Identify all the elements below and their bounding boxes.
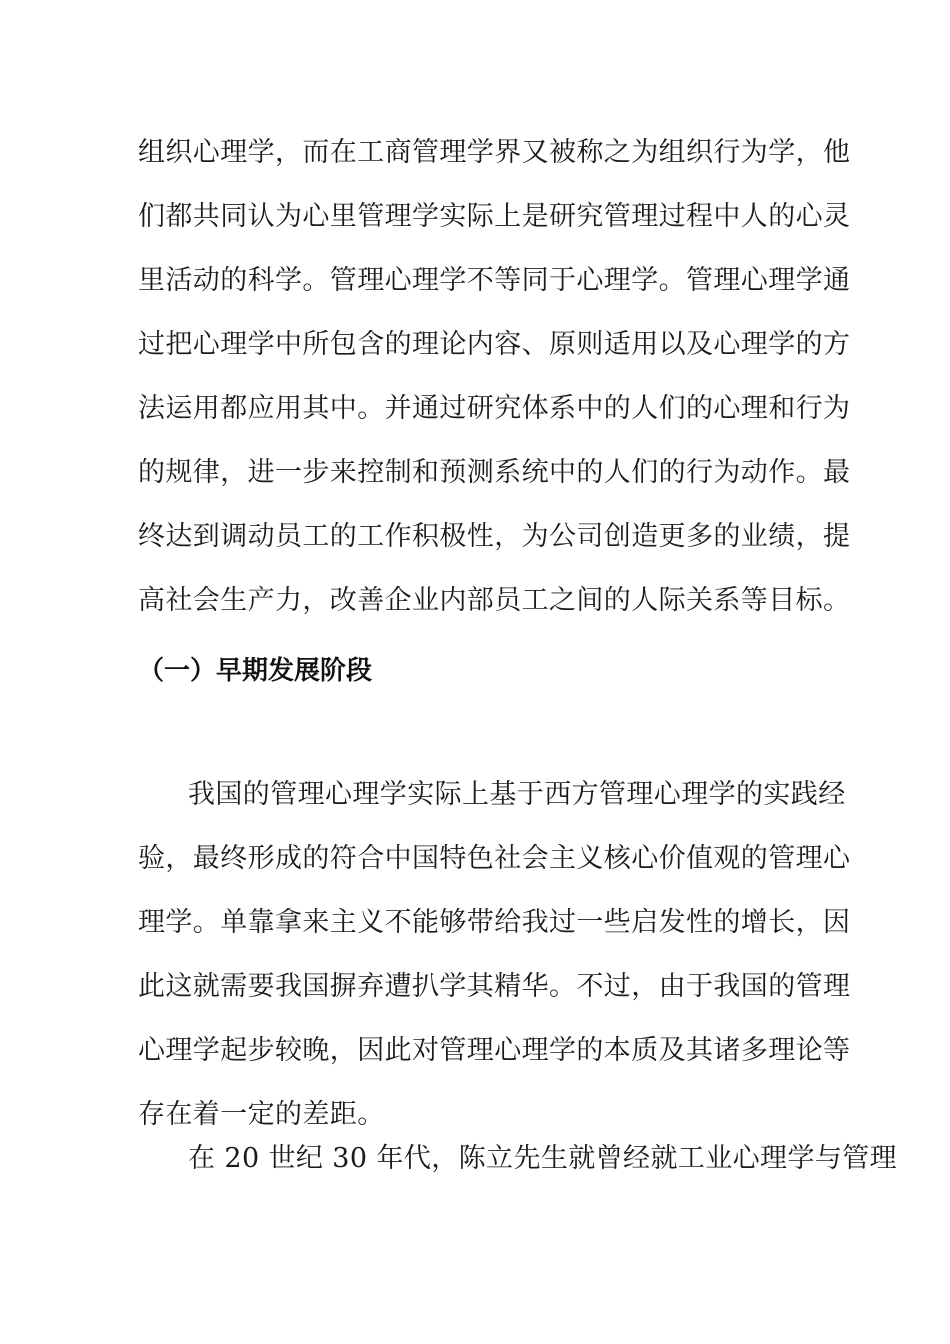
paragraph-1-line-5: 法运用都应用其中。并通过研究体系中的人们的心理和行为 xyxy=(138,393,851,424)
paragraph-1-line-8: 高社会生产力，改善企业内部员工之间的人际关系等目标。 xyxy=(138,585,851,616)
paragraph-2-line-3: 理学。单靠拿来主义不能够带给我过一些启发性的增长，因 xyxy=(138,907,851,938)
paragraph-2-line-2: 验，最终形成的符合中国特色社会主义核心价值观的管理心 xyxy=(138,843,851,874)
paragraph-1-line-7: 终达到调动员工的工作积极性，为公司创造更多的业绩，提 xyxy=(138,521,851,552)
paragraph-2-line-4: 此这就需要我国摒弃遭扒学其精华。不过，由于我国的管理 xyxy=(138,971,851,1002)
section-heading: （一）早期发展阶段 xyxy=(138,656,373,686)
paragraph-2-line-5: 心理学起步较晚，因此对管理心理学的本质及其诸多理论等 xyxy=(138,1035,851,1066)
paragraph-1-line-3: 里活动的科学。管理心理学不等同于心理学。管理心理学通 xyxy=(138,265,851,296)
paragraph-3-line-1: 在 20 世纪 30 年代，陈立先生就曾经就工业心理学与管理 xyxy=(188,1143,898,1174)
paragraph-2-line-6: 存在着一定的差距。 xyxy=(138,1099,385,1130)
paragraph-1-line-2: 们都共同认为心里管理学实际上是研究管理过程中人的心灵 xyxy=(138,201,851,232)
paragraph-1-line-6: 的规律，进一步来控制和预测系统中的人们的行为动作。最 xyxy=(138,457,851,488)
paragraph-1-line-4: 过把心理学中所包含的理论内容、原则适用以及心理学的方 xyxy=(138,329,851,360)
paragraph-2-line-1: 我国的管理心理学实际上基于西方管理心理学的实践经 xyxy=(188,779,846,810)
paragraph-1-line-1: 组织心理学，而在工商管理学界又被称之为组织行为学，他 xyxy=(138,137,851,168)
